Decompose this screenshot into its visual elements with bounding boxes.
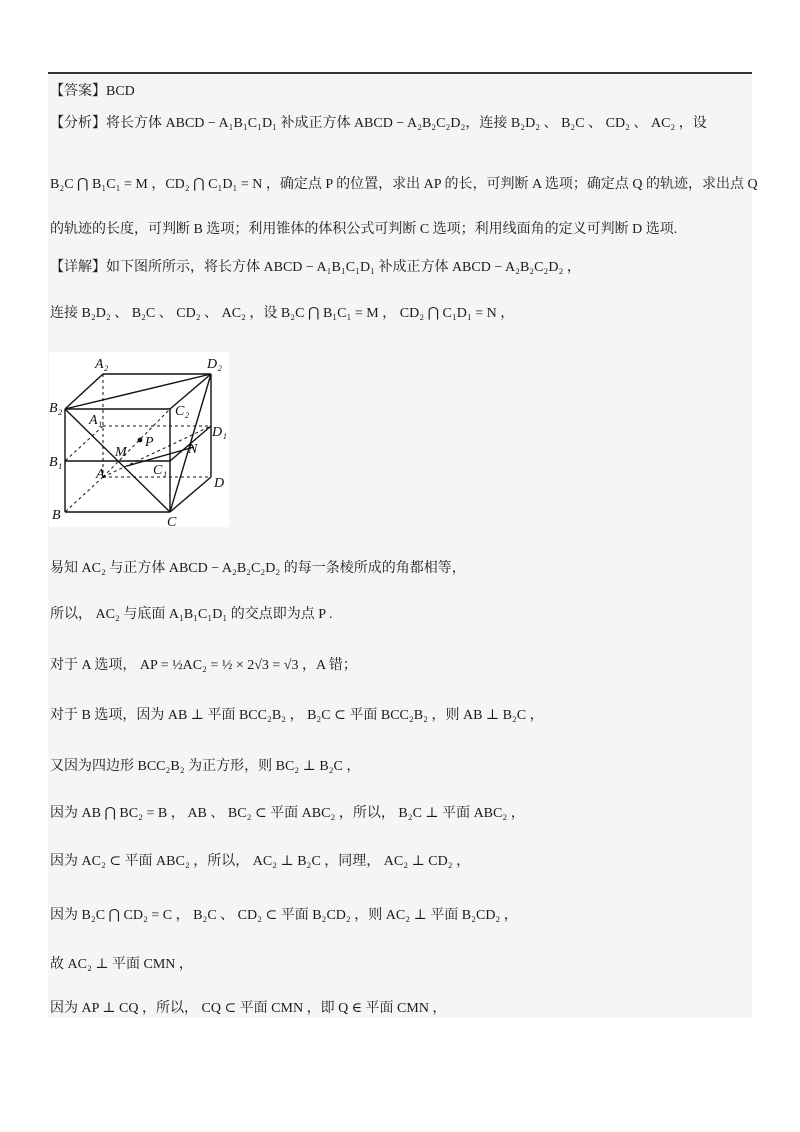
line-perp-3: 因为 B₂C ⋂ CD₂ = C ， B₂C 、 CD₂ ⊂ 平面 B₂CD₂ ，则 AC₂ ⊥ 平面 B₂CD₂ ， — [50, 908, 518, 923]
detail-line-2: 连接 B₂D₂ 、 B₂C 、 CD₂ 、 AC₂ ，设 B₂C ⋂ B₁C₁ = M ， CD₂ ⋂ C₁D₁ = N ， — [50, 306, 515, 321]
label-M: M — [115, 445, 127, 460]
label-B: B — [52, 508, 61, 523]
analysis-line-1: 【分析】将长方体 ABCD − A₁B₁C₁D₁ 补成正方体 ABCD − A₂B₂C₂D₂，连接 B₂D₂ 、 B₂C 、 CD₂ 、 AC₂ ，设 — [50, 116, 707, 131]
hidden-edge-A1B1 — [65, 426, 103, 461]
line-perp-1: 因为 AB ⋂ BC₂ = B ， AB 、 BC₂ ⊂ 平面 ABC₂ ，所以， B₂C ⊥ 平面 ABC₂ ， — [50, 806, 525, 821]
label-C1: C₁ — [153, 463, 168, 478]
line-option-a: 对于 A 选项， AP = ½AC₂ = ½ × 2√3 = √3 ，A 错； — [50, 658, 357, 673]
label-B2: B₂ — [49, 401, 63, 416]
detail-line-1: 【详解】如下图所所示，将长方体 ABCD − A₁B₁C₁D₁ 补成正方体 ABCD − A₂B₂C₂D₂ ， — [50, 260, 581, 275]
line-intersection: 所以， AC₂ 与底面 A₁B₁C₁D₁ 的交点即为点 P . — [50, 607, 333, 622]
solution-panel — [48, 75, 752, 1018]
label-D1: D₁ — [212, 425, 227, 440]
hidden-edge-AB — [65, 477, 103, 512]
cube-diagram — [49, 352, 229, 527]
label-P: P — [145, 435, 154, 450]
analysis-line-3: 的轨迹的长度，可判断 B 选项；利用锥体的体积公式可判断 C 选项；利用线面角的定义可判断 D 选项. — [50, 222, 678, 237]
label-C2: C₂ — [175, 404, 190, 419]
edge-CD — [170, 477, 211, 512]
label-A: A — [96, 467, 105, 482]
label-A2: A₂ — [95, 357, 109, 372]
label-B1: B₁ — [49, 455, 63, 470]
label-D: D — [214, 476, 225, 491]
line-equal-angle: 易知 AC₂ 与正方体 ABCD − A₂B₂C₂D₂ 的每一条棱所成的角都相等， — [50, 561, 466, 576]
label-C: C — [167, 515, 177, 527]
line-perp-2: 因为 AC₂ ⊂ 平面 ABC₂ ，所以， AC₂ ⊥ B₂C ，同理， AC₂ ⊥ CD₂ ， — [50, 854, 471, 869]
analysis-line-2: B₂C ⋂ B₁C₁ = M ，CD₂ ⋂ C₁D₁ = N ，确定点 P 的位置，求出 AP 的长，可判断 A 选项；确定点 Q 的轨迹，求出点 Q — [50, 177, 758, 192]
top-rule — [48, 72, 752, 74]
line-option-b: 对于 B 选项，因为 AB ⊥ 平面 BCC₂B₂ ， B₂C ⊂ 平面 BCC₂B₂ ，则 AB ⊥ B₂C ， — [50, 708, 544, 723]
answer-line: 【答案】BCD — [50, 84, 135, 99]
line-conclusion: 故 AC₂ ⊥ 平面 CMN ， — [50, 957, 193, 972]
label-D2: D₂ — [207, 357, 222, 372]
label-N: N — [188, 442, 198, 457]
point-P — [138, 438, 143, 443]
cube-figure — [49, 352, 229, 527]
line-locus: 因为 AP ⊥ CQ ，所以， CQ ⊂ 平面 CMN ，即 Q ∈ 平面 CMN ， — [50, 1001, 447, 1016]
line-square: 又因为四边形 BCC₂B₂ 为正方形，则 BC₂ ⊥ B₂C ， — [50, 759, 361, 774]
label-A1: A₁ — [89, 413, 103, 428]
